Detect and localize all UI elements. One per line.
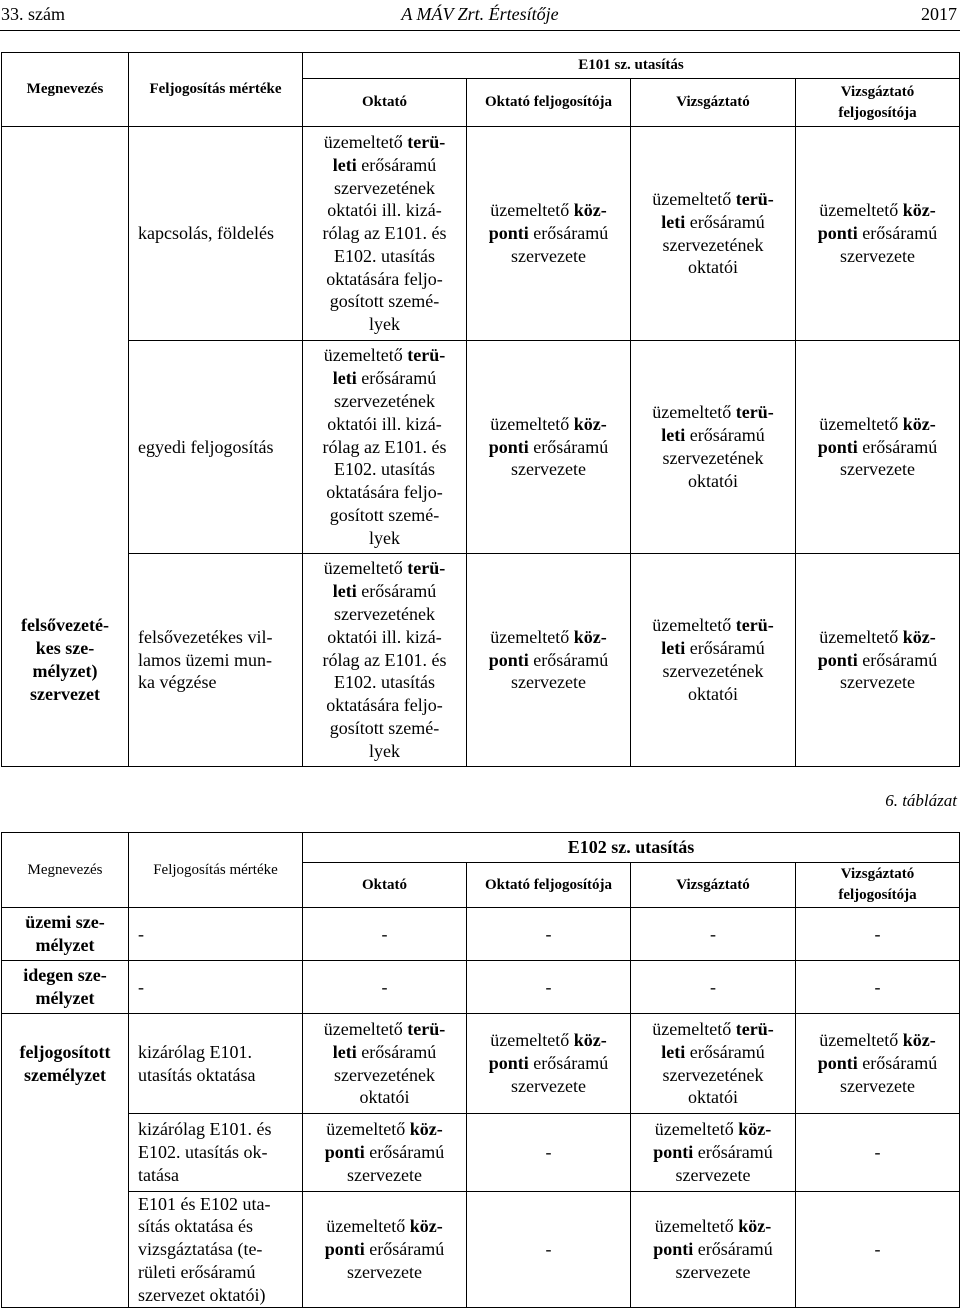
text-line: ponti erősáramú [488,649,609,670]
feljogositas-mertek-cell [129,1014,303,1114]
text-line: rólag az E101. és [322,436,447,457]
oktato-header: Oktató [303,863,467,908]
text-line: üzemeltető terü- [323,558,446,579]
table-header-row [2,833,960,863]
text-line: szervezete [511,459,586,480]
e101-utasitas-header: E101 sz. utasítás [303,53,960,79]
vizsgaztato-feljogositoja-header [796,79,960,127]
bold-text: terü- [407,131,446,152]
text-line: oktatására feljo- [326,482,443,503]
vizsgaztato-feljogositoja-cell [796,1114,960,1192]
oktato-cell [303,961,467,1014]
publication-title: A MÁV Zrt. Értesítője [401,4,559,24]
megnevezes-cell [2,341,129,554]
text-line: üzemeltető köz- [819,200,936,221]
bold-text: leti [661,425,686,446]
page-header [0,3,960,27]
text-line: mélyzet [35,988,95,1008]
vizsgaztato-cell [631,127,796,341]
text-line: üzemeltető terü- [652,615,774,636]
text-line: üzemeltető köz- [819,1030,936,1051]
bold-text: terü- [407,1018,446,1039]
text-line: utasítás oktatása [138,1064,256,1085]
text-line: szervezete [840,459,915,480]
bold-text: terü- [407,345,446,366]
vizsgaztato-feljogositoja-cell [796,127,960,341]
bold-text: köz- [902,1030,936,1051]
table-header-row [2,53,960,79]
text-line: üzemeltető köz- [654,1216,772,1237]
text-line: szervezetének [334,604,435,624]
bold-text: leti [332,581,357,602]
vizsgaztato-feljogositoja-cell [796,554,960,767]
bold-text: ponti [653,1142,694,1163]
text-line: - [545,976,552,997]
e102-utasitas-header: E102 sz. utasítás [303,833,960,863]
bold-text: köz- [902,626,936,647]
text-line: Vizsgáztató [840,866,915,882]
text-line: üzemi sze- [25,912,105,933]
text-line: oktatói ill. kizá- [327,200,442,221]
table-row [2,554,960,767]
oktato-feljogositoja-cell [467,961,631,1014]
text-line: E101 és E102 uta- [138,1193,271,1214]
text-line: üzemeltető köz- [326,1216,443,1237]
text-line: lyek [369,527,400,548]
text-line: ponti erősáramú [324,1142,445,1163]
text-line: sítás oktatása és [138,1216,253,1237]
text-line: leti erősáramú [661,211,765,232]
text-line: lyek [369,740,400,761]
text-line: oktatói [688,1087,738,1108]
publication-year: 2017 [921,4,957,24]
text-line: üzemeltető köz- [654,1119,772,1140]
text-line: szervezete [840,672,915,693]
text-line: felsővezeté- [21,615,109,636]
text-line: oktatói ill. kizá- [327,413,442,434]
text-line: - [710,923,716,944]
bold-text: ponti [653,1239,694,1260]
text-line: szervezet [30,683,100,704]
text-line: üzemeltető köz- [490,413,607,434]
text-line: szervezetének [334,1064,435,1085]
text-line: rólag az E101. és [322,649,447,670]
text-line: ponti erősáramú [653,1142,773,1163]
bold-text: köz- [738,1119,772,1140]
feljogositas-mertek-cell [129,341,303,554]
vizsgaztato-cell [631,1114,796,1192]
text-line: tatása [138,1164,179,1185]
oktato-feljogositoja-cell [467,127,631,341]
text-line: leti erősáramú [332,1041,437,1062]
text-line: üzemeltető terü- [652,402,774,423]
bold-text: leti [661,638,686,659]
text-line: üzemeltető köz- [819,413,936,434]
text-line: oktatói [688,470,738,491]
text-line: - [874,976,881,997]
text-line: - [138,923,144,944]
text-line: szervezetének [662,234,764,255]
bold-text: leti [332,154,357,175]
bold-text: leti [332,1041,357,1062]
bold-text: köz- [902,200,936,221]
bold-text: köz- [573,200,607,221]
text-line: ponti erősáramú [653,1239,773,1260]
text-line: szervezetének [662,661,764,681]
text-line: oktatására feljo- [326,695,443,716]
text-line: oktatói [359,1087,410,1108]
text-line: ponti erősáramú [488,436,609,457]
oktato-feljogositoja-header: Oktató feljogosítója [467,863,631,908]
text-line: szervezete [511,672,586,693]
megnevezes-cell [2,1114,129,1192]
bold-text: leti [661,1041,686,1062]
text-line: - [874,923,881,944]
bold-text: ponti [488,1053,529,1074]
table-row [2,961,960,1014]
vizsgaztato-cell [631,961,796,1014]
text-line: üzemeltető terü- [652,188,774,209]
text-line: szervezete [840,1075,915,1096]
table-row [2,127,960,341]
table-row [2,1192,960,1308]
text-line: leti erősáramú [661,638,765,659]
megnevezes-cell [2,127,129,341]
vizsgaztato-feljogositoja-header [796,863,960,908]
oktato-feljogositoja-cell [467,908,631,961]
text-line: üzemeltető köz- [490,626,607,647]
bold-text: köz- [573,413,607,434]
table-caption: 6. táblázat [885,791,957,810]
megnevezes-cell [2,1014,129,1114]
text-line: gosított szemé- [329,504,440,525]
text-line: kes sze- [35,637,95,658]
vizsgaztato-header: Vizsgáztató [631,79,796,127]
oktato-feljogositoja-cell [467,554,631,767]
vizsgaztato-cell [631,1014,796,1114]
text-line: üzemeltető terü- [323,1018,446,1039]
text-line: szervezete [347,1164,422,1185]
text-line: kapcsolás, földelés [138,223,274,244]
bold-text: köz- [409,1216,443,1237]
text-line: E102. utasítás [334,459,435,480]
text-line: kizárólag E101. [138,1041,252,1062]
text-line: szervezete [347,1261,422,1282]
oktato-header: Oktató [303,79,467,127]
text-line: leti erősáramú [332,154,437,175]
bold-text: ponti [324,1142,365,1163]
bold-text: köz- [573,1030,607,1051]
text-line: feljogosítója [838,887,917,903]
issue-number: 33. szám [1,4,65,24]
text-line: szervezetének [662,1064,764,1085]
text-line: szervezete [511,1075,586,1096]
bold-text: köz- [409,1119,443,1140]
text-line: mélyzet) [32,660,98,681]
bold-text: terü- [407,558,446,579]
bold-text: ponti [817,1053,858,1074]
text-line: szervezetének [334,391,435,411]
megnevezes-cell [2,554,129,767]
bold-text: leti [332,368,357,389]
table-row [2,341,960,554]
text-line: oktatására feljo- [326,268,443,289]
bold-text: terü- [735,1018,774,1039]
text-line: gosított szemé- [329,717,440,738]
table-row [2,1014,960,1114]
feljogositas-mertek-cell [129,908,303,961]
feljogositas-mertek-header: Feljogosítás mértéke [129,53,303,127]
feljogositas-mertek-cell [129,1192,303,1308]
text-line: üzemeltető terü- [323,131,446,152]
table-row [2,1114,960,1192]
e102-authorization-table [1,832,960,1308]
text-line: - [545,1239,552,1260]
bold-text: ponti [488,649,529,670]
oktato-cell [303,341,467,554]
text-line: ponti erősáramú [488,1053,609,1074]
text-line: - [545,923,552,944]
megnevezes-cell [2,908,129,961]
text-line: feljogosított [19,1041,111,1062]
feljogositas-mertek-header: Feljogosítás mértéke [129,833,303,908]
bold-text: terü- [735,188,774,209]
text-line: feljogosítója [838,104,917,121]
bold-text: leti [661,211,686,232]
text-line: leti erősáramú [661,425,765,446]
text-line: lyek [369,314,400,335]
text-line: felsővezetékes vil- [138,626,273,647]
text-line: szervezetének [334,177,435,198]
header-rule [0,30,960,31]
bold-text: ponti [817,436,858,457]
table-row [2,908,960,961]
oktato-feljogositoja-cell [467,341,631,554]
feljogositas-mertek-cell [129,127,303,341]
feljogositas-mertek-cell [129,1114,303,1192]
vizsgaztato-cell [631,1192,796,1308]
text-line: szervezete [675,1261,751,1282]
e101-authorization-table [1,52,960,767]
text-line: üzemeltető terü- [652,1018,774,1039]
text-line: oktatói ill. kizá- [327,626,442,647]
text-line: ponti erősáramú [488,223,609,244]
text-line: ka végzése [138,672,217,693]
text-line: ponti erősáramú [817,649,938,670]
vizsgaztato-cell [631,341,796,554]
oktato-feljogositoja-cell [467,1192,631,1308]
text-line: üzemeltető köz- [819,626,936,647]
vizsgaztato-feljogositoja-cell [796,1192,960,1308]
feljogositas-mertek-cell [129,961,303,1014]
oktato-feljogositoja-cell [467,1114,631,1192]
text-line: rólag az E101. és [322,223,447,244]
bold-text: terü- [735,615,774,636]
text-line: ponti erősáramú [817,1053,938,1074]
megnevezes-cell [2,1192,129,1308]
oktato-cell [303,554,467,767]
text-line: szervezet oktatói) [138,1284,266,1305]
text-line: szervezetének [662,448,764,468]
text-line: üzemeltető köz- [326,1119,443,1140]
feljogositas-mertek-cell [129,554,303,767]
text-line: E102. utasítás [334,672,435,693]
text-line: szervezete [840,245,915,266]
text-line: leti erősáramú [332,368,437,389]
text-line: kizárólag E101. és [138,1119,272,1140]
text-line: egyedi feljogosítás [138,436,274,457]
text-line: E102. utasítás ok- [138,1142,268,1163]
megnevezes-header: Megnevezés [2,53,129,127]
bold-text: ponti [488,436,529,457]
text-line: - [874,1239,881,1260]
text-line: üzemeltető terü- [323,345,446,366]
megnevezes-cell [2,961,129,1014]
text-line: üzemeltető köz- [490,200,607,221]
text-line: leti erősáramú [332,581,437,602]
vizsgaztato-feljogositoja-cell [796,341,960,554]
text-line: idegen sze- [23,965,107,986]
text-line: Vizsgáztató [840,83,915,100]
text-line: gosított szemé- [329,291,440,312]
text-line: E102. utasítás [334,245,435,266]
text-line: - [381,923,388,944]
oktato-cell [303,1114,467,1192]
text-line: oktatói [688,257,738,278]
text-line: személyzet [24,1064,106,1085]
megnevezes-header: Megnevezés [2,833,129,908]
text-line: - [381,976,388,997]
text-line: - [545,1142,552,1163]
bold-text: köz- [902,413,936,434]
vizsgaztato-feljogositoja-cell [796,908,960,961]
oktato-feljogositoja-cell [467,1014,631,1114]
bold-text: terü- [735,402,774,423]
oktato-feljogositoja-header: Oktató feljogosítója [467,79,631,127]
vizsgaztato-feljogositoja-cell [796,961,960,1014]
vizsgaztato-feljogositoja-cell [796,1014,960,1114]
text-line: ponti erősáramú [817,223,938,244]
bold-text: ponti [324,1239,365,1260]
bold-text: ponti [817,223,858,244]
vizsgaztato-cell [631,554,796,767]
vizsgaztato-cell [631,908,796,961]
oktato-cell [303,908,467,961]
text-line: - [710,976,716,997]
text-line: szervezete [511,245,586,266]
text-line: ponti erősáramú [324,1239,445,1260]
text-line: mélyzet [35,935,95,955]
bold-text: ponti [817,649,858,670]
bold-text: köz- [738,1216,772,1237]
bold-text: ponti [488,223,529,244]
text-line: ponti erősáramú [817,436,938,457]
bold-text: köz- [573,626,607,647]
text-line: rületi erősáramú [138,1261,256,1282]
vizsgaztato-header: Vizsgáztató [631,863,796,908]
oktato-cell [303,1014,467,1114]
text-line: szervezete [675,1164,751,1185]
text-line: lamos üzemi mun- [138,649,272,670]
text-line: oktatói [688,683,738,704]
text-line: leti erősáramú [661,1041,765,1062]
text-line: - [138,976,144,997]
oktato-cell [303,127,467,341]
text-line: vizsgáztatása (te- [138,1239,263,1260]
oktato-cell [303,1192,467,1308]
text-line: - [874,1142,881,1163]
text-line: üzemeltető köz- [490,1030,607,1051]
